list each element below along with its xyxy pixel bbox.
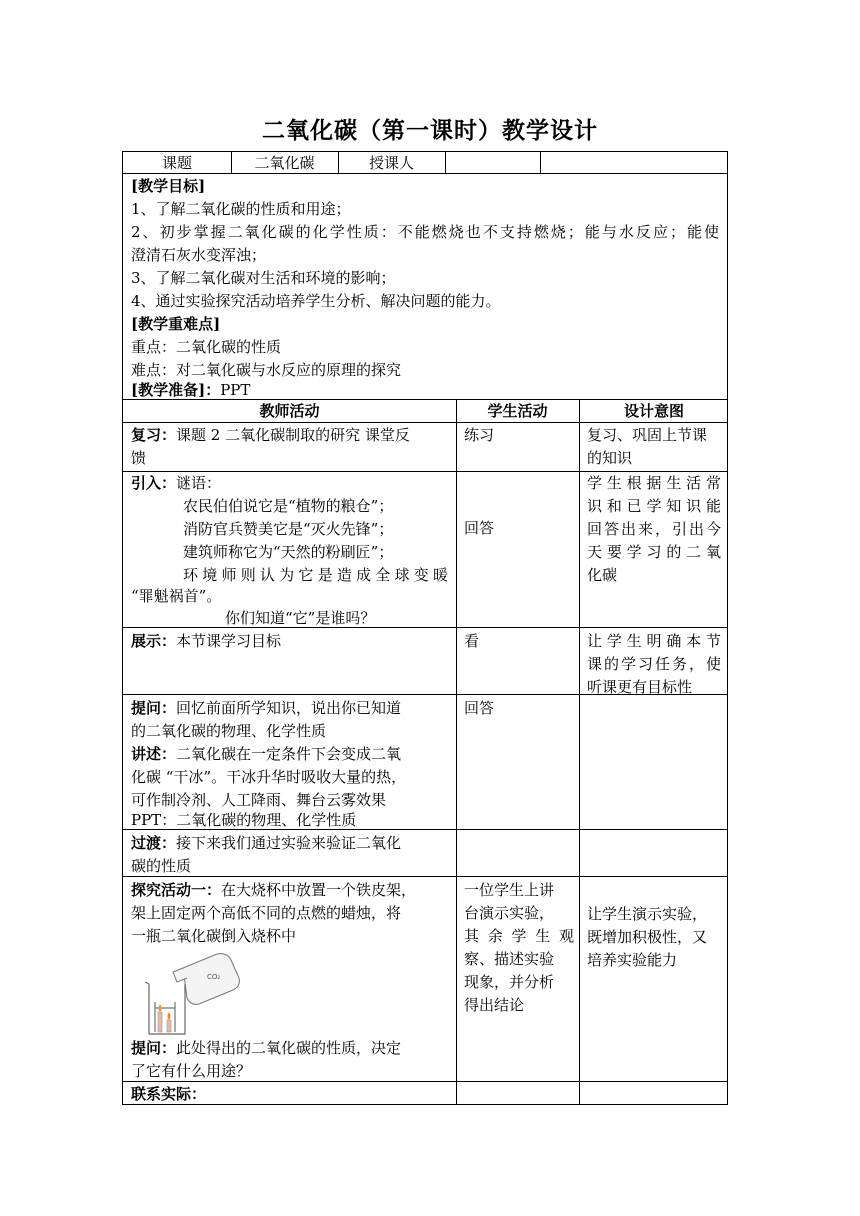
explore-intent: 让学生演示实验， (587, 905, 708, 923)
ask-text-cont: 的二氧化碳的物理、化学性质 (131, 722, 327, 740)
show-intent: 让学生明确本节 (587, 632, 721, 650)
show-label: 展示： (131, 632, 177, 650)
prep-value: PPT (220, 381, 251, 399)
show-student: 看 (464, 632, 480, 650)
explore-line (131, 879, 416, 902)
intro-intent: 识和已学知识能 (587, 497, 721, 515)
key-points-heading: [教学重难点] (131, 315, 221, 333)
review-intent: 复习、巩固上节课 (587, 426, 708, 444)
intro-intent: 化碳 (587, 566, 618, 584)
explore-student: 一位学生上讲 (464, 881, 555, 899)
col-header-intent: 设计意图 (623, 402, 684, 420)
key-point: 重点：二氧化碳的性质 (131, 338, 282, 356)
intro-lead: 谜语： (176, 474, 222, 492)
prep-line (131, 379, 250, 402)
review-text: 课题 2 二氧化碳制取的研究 课堂反 (176, 426, 410, 444)
explore-student: 得出结论 (464, 996, 525, 1014)
narrate-text-cont: 化碳 “干冰”。干冰升华时吸收大量的热， (131, 768, 407, 786)
difficulty-point: 难点：对二氧化碳与水反应的原理的探究 (131, 361, 402, 379)
objectives-heading: [教学目标] (131, 177, 206, 195)
explore-text-cont: 架上固定两个高低不同的点燃的蜡烛，将 (131, 904, 402, 922)
show-intent: 听课更有目标性 (587, 678, 693, 696)
objective-item: 3、了解二氧化碳对生活和环境的影响； (131, 269, 396, 287)
narrate-line (131, 743, 401, 766)
explore-student: 现象，并分析 (464, 973, 555, 991)
transition-label: 过渡： (131, 834, 177, 852)
intro-student: 回答 (464, 519, 495, 537)
narrate-text: 二氧化碳在一定条件下会变成二氧 (176, 745, 402, 763)
intro-intent: 学生根据生活常 (587, 474, 721, 492)
review-label: 复习： (131, 426, 177, 444)
riddle-line: 建筑师称它为“天然的粉刷匠”； (183, 543, 394, 561)
intro-intent: 天要学习的二氧 (587, 543, 721, 561)
lesson-plan-table (122, 151, 728, 1105)
objective-item: 2、初步掌握二氧化碳的化学性质：不能燃烧也不支持燃烧；能与水反应；能使 (131, 223, 719, 241)
explore-student: 其余学生观 (464, 927, 574, 945)
link-label: 联系实际： (131, 1085, 207, 1103)
review-line (131, 424, 410, 447)
riddle-line: 农民伯伯说它是“植物的粮仓”； (183, 497, 394, 515)
transition-line (131, 832, 401, 855)
col-divider (540, 152, 541, 173)
show-line (131, 630, 281, 653)
col-header-student: 学生活动 (487, 402, 548, 420)
intro-line (131, 472, 221, 495)
col-header-teacher: 教师活动 (259, 402, 320, 420)
col-divider (456, 399, 457, 1105)
explore-student: 台演示实验， (464, 904, 555, 922)
riddle-line: 消防官兵赞美它是“灭火先锋”； (183, 520, 394, 538)
beaker-icon (145, 982, 185, 1034)
objective-item: 1、了解二氧化碳的性质和用途； (131, 200, 351, 218)
topic-value: 二氧化碳 (254, 154, 315, 172)
narrate-text-cont: 可作制冷剂、人工降雨、舞台云雾效果 (131, 791, 387, 809)
ask-label: 提问： (131, 699, 177, 717)
explore-ask-line (131, 1037, 401, 1060)
explore-text: 在大烧杯中放置一个铁皮架， (221, 881, 417, 899)
explore-ask-text: 此处得出的二氧化碳的性质，决定 (176, 1039, 402, 1057)
explore-student: 察、描述实验 (464, 950, 555, 968)
ask-text: 回忆前面所学知识，说出你已知道 (176, 699, 402, 717)
review-text-cont: 馈 (131, 449, 147, 467)
teacher-label: 授课人 (368, 154, 414, 172)
objective-item: 4、通过实验探究活动培养学生分析、解决问题的能力。 (131, 292, 501, 310)
review-intent-cont: 的知识 (587, 449, 633, 467)
show-intent: 课的学习任务，使 (587, 655, 721, 673)
riddle-line: “罪魁祸首”。 (131, 587, 222, 605)
narrate-text-cont: PPT：二氧化碳的物理、化学性质 (131, 811, 357, 829)
intro-intent: 回答出来，引出今 (587, 520, 721, 538)
explore-text-cont: 一瓶二氧化碳倒入烧杯中 (131, 927, 297, 945)
objective-item: 澄清石灰水变浑浊； (131, 246, 267, 264)
explore-intent: 既增加积极性，又 (587, 928, 708, 946)
row-divider (123, 627, 727, 628)
explore-ask-label: 提问： (131, 1039, 177, 1057)
co2-bottle-icon (173, 954, 239, 1005)
explore-intent: 培养实验能力 (587, 951, 678, 969)
ask-student: 回答 (464, 699, 495, 717)
co2-label: CO₂ (207, 973, 221, 981)
page-title: 二氧化碳（第一课时）教学设计 (262, 118, 598, 144)
riddle-line: 环境师则认为它是造成全球变暖 (183, 566, 448, 584)
show-text: 本节课学习目标 (176, 632, 282, 650)
topic-label: 课题 (161, 154, 192, 172)
experiment-illustration (135, 946, 245, 1038)
col-divider (445, 152, 446, 173)
intro-label: 引入： (131, 474, 177, 492)
transition-text-cont: 碳的性质 (131, 857, 192, 875)
explore-ask-cont: 了它有什么用途？ (131, 1062, 252, 1080)
explore-label: 探究活动一： (131, 881, 222, 899)
row-divider (123, 876, 727, 877)
riddle-question: 你们知道“它”是谁吗？ (225, 609, 376, 627)
narrate-label: 讲述： (131, 745, 177, 763)
col-divider (579, 399, 580, 1105)
prep-heading: [教学准备]： (131, 381, 221, 399)
review-student: 练习 (464, 426, 495, 444)
ask-line (131, 697, 401, 720)
transition-text: 接下来我们通过实验来验证二氧化 (176, 834, 402, 852)
